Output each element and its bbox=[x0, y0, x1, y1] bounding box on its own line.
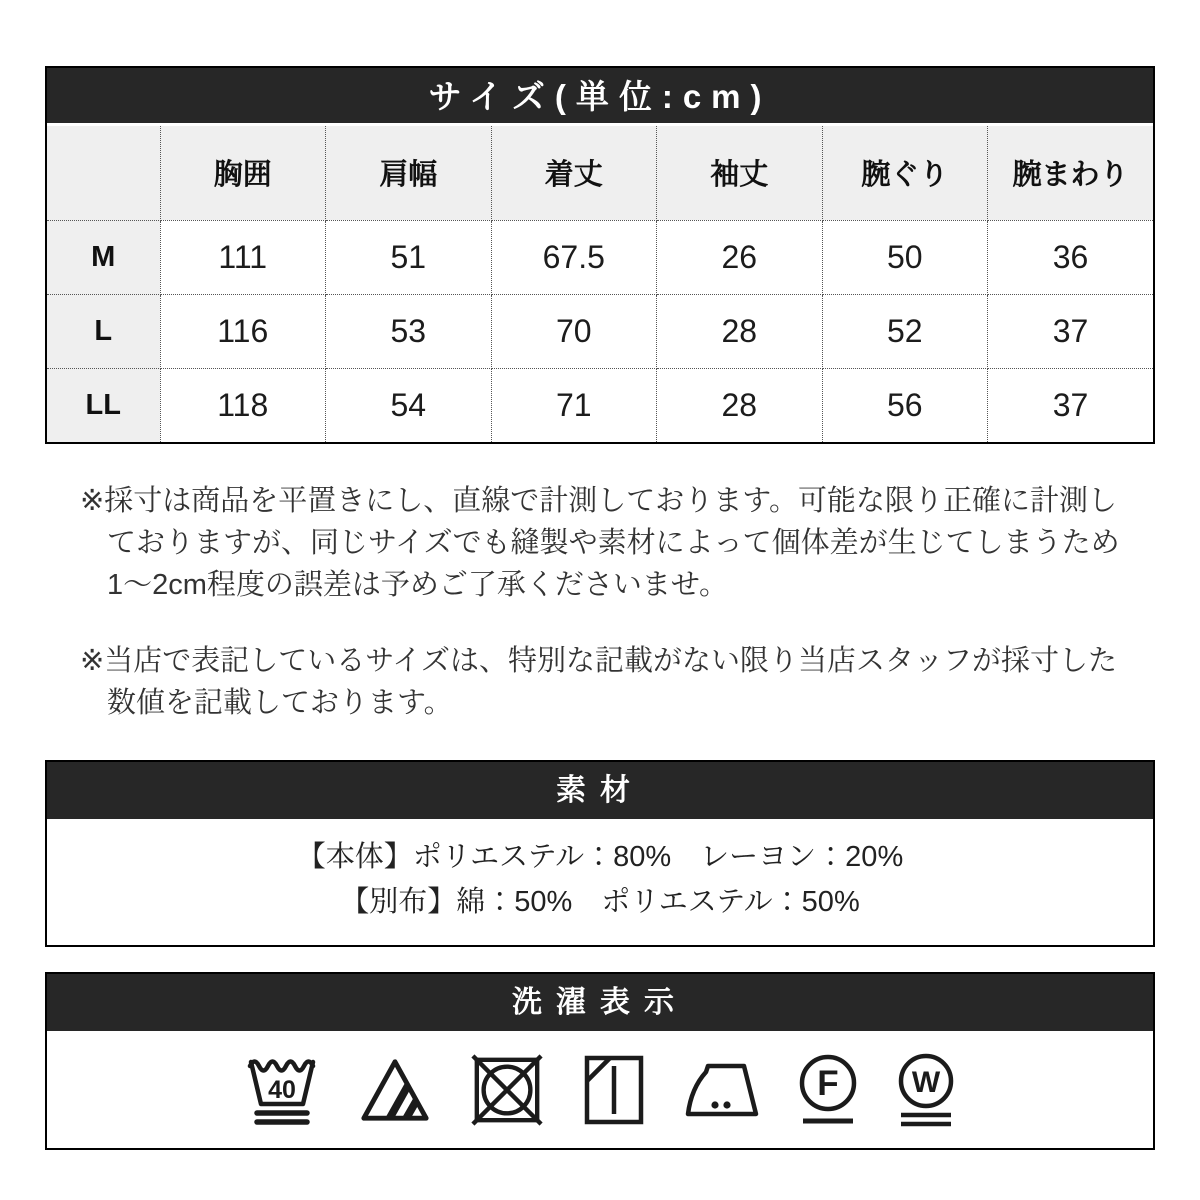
dry-clean-petroleum-gentle-icon bbox=[798, 1052, 858, 1128]
material-body bbox=[47, 819, 1153, 945]
note-line: ※当店で表記しているサイズは、特別な記載がない限り当店スタッフが採寸した bbox=[80, 645, 1117, 677]
size-cell: 28 bbox=[657, 294, 823, 368]
size-cell: 116 bbox=[160, 294, 326, 368]
svg-text:40: 40 bbox=[268, 1075, 296, 1104]
size-chart-section bbox=[45, 66, 1155, 444]
line-dry-in-shade-icon bbox=[582, 1052, 646, 1128]
size-row-l bbox=[47, 294, 1153, 368]
note-line: 1〜2cm程度の誤差は予めご了承くださいませ。 bbox=[107, 569, 729, 601]
material-section bbox=[45, 760, 1155, 947]
laundry-care-icons bbox=[47, 1031, 1153, 1148]
notes bbox=[45, 480, 1155, 724]
corner-cell bbox=[47, 126, 160, 220]
size-cell: 54 bbox=[326, 368, 492, 442]
column-header-shoulder: 肩幅 bbox=[326, 126, 492, 220]
do-not-tumble-dry-icon bbox=[470, 1052, 544, 1128]
note-staff-measured bbox=[45, 640, 1155, 724]
material-line-lining: 【別布】綿：50% ポリエステル：50% bbox=[340, 886, 860, 918]
size-cell: 37 bbox=[988, 294, 1154, 368]
wet-clean-very-gentle-icon bbox=[896, 1052, 956, 1128]
size-cell: 28 bbox=[657, 368, 823, 442]
size-label: L bbox=[47, 294, 160, 368]
size-table-header-row bbox=[47, 126, 1153, 220]
column-header-armhole: 腕ぐり bbox=[822, 126, 988, 220]
size-cell: 36 bbox=[988, 220, 1154, 294]
non-chlorine-bleach-icon bbox=[358, 1055, 432, 1125]
column-header-chest: 胸囲 bbox=[160, 126, 326, 220]
size-cell: 118 bbox=[160, 368, 326, 442]
size-cell: 26 bbox=[657, 220, 823, 294]
material-title: 素材 bbox=[47, 762, 1153, 819]
size-row-ll bbox=[47, 368, 1153, 442]
size-cell: 56 bbox=[822, 368, 988, 442]
size-cell: 71 bbox=[491, 368, 657, 442]
size-cell: 52 bbox=[822, 294, 988, 368]
size-cell: 37 bbox=[988, 368, 1154, 442]
note-line: 数値を記載しております。 bbox=[107, 687, 453, 719]
size-label: LL bbox=[47, 368, 160, 442]
svg-text:F: F bbox=[817, 1063, 839, 1103]
column-header-arm-circumference: 腕まわり bbox=[988, 126, 1154, 220]
size-cell: 53 bbox=[326, 294, 492, 368]
note-line: ておりますが、同じサイズでも縫製や素材によって個体差が生じてしまうため bbox=[107, 527, 1120, 559]
size-cell: 51 bbox=[326, 220, 492, 294]
svg-text:W: W bbox=[911, 1065, 941, 1099]
size-cell: 111 bbox=[160, 220, 326, 294]
wash-40-very-gentle-icon bbox=[244, 1052, 320, 1128]
material-line-body: 【本体】ポリエステル：80% レーヨン：20% bbox=[296, 841, 904, 873]
note-measurement-accuracy bbox=[45, 480, 1155, 606]
size-row-m bbox=[47, 220, 1153, 294]
size-label: M bbox=[47, 220, 160, 294]
note-line: ※採寸は商品を平置きにし、直線で計測しております。可能な限り正確に計測し bbox=[80, 485, 1117, 517]
size-cell: 67.5 bbox=[491, 220, 657, 294]
size-chart-title: サイズ(単位:cm) bbox=[47, 68, 1153, 126]
size-table bbox=[47, 126, 1153, 442]
size-cell: 50 bbox=[822, 220, 988, 294]
laundry-care-title: 洗濯表示 bbox=[47, 974, 1153, 1031]
column-header-sleeve: 袖丈 bbox=[657, 126, 823, 220]
iron-medium-heat-icon bbox=[684, 1058, 760, 1122]
column-header-length: 着丈 bbox=[491, 126, 657, 220]
laundry-care-section bbox=[45, 972, 1155, 1150]
size-cell: 70 bbox=[491, 294, 657, 368]
